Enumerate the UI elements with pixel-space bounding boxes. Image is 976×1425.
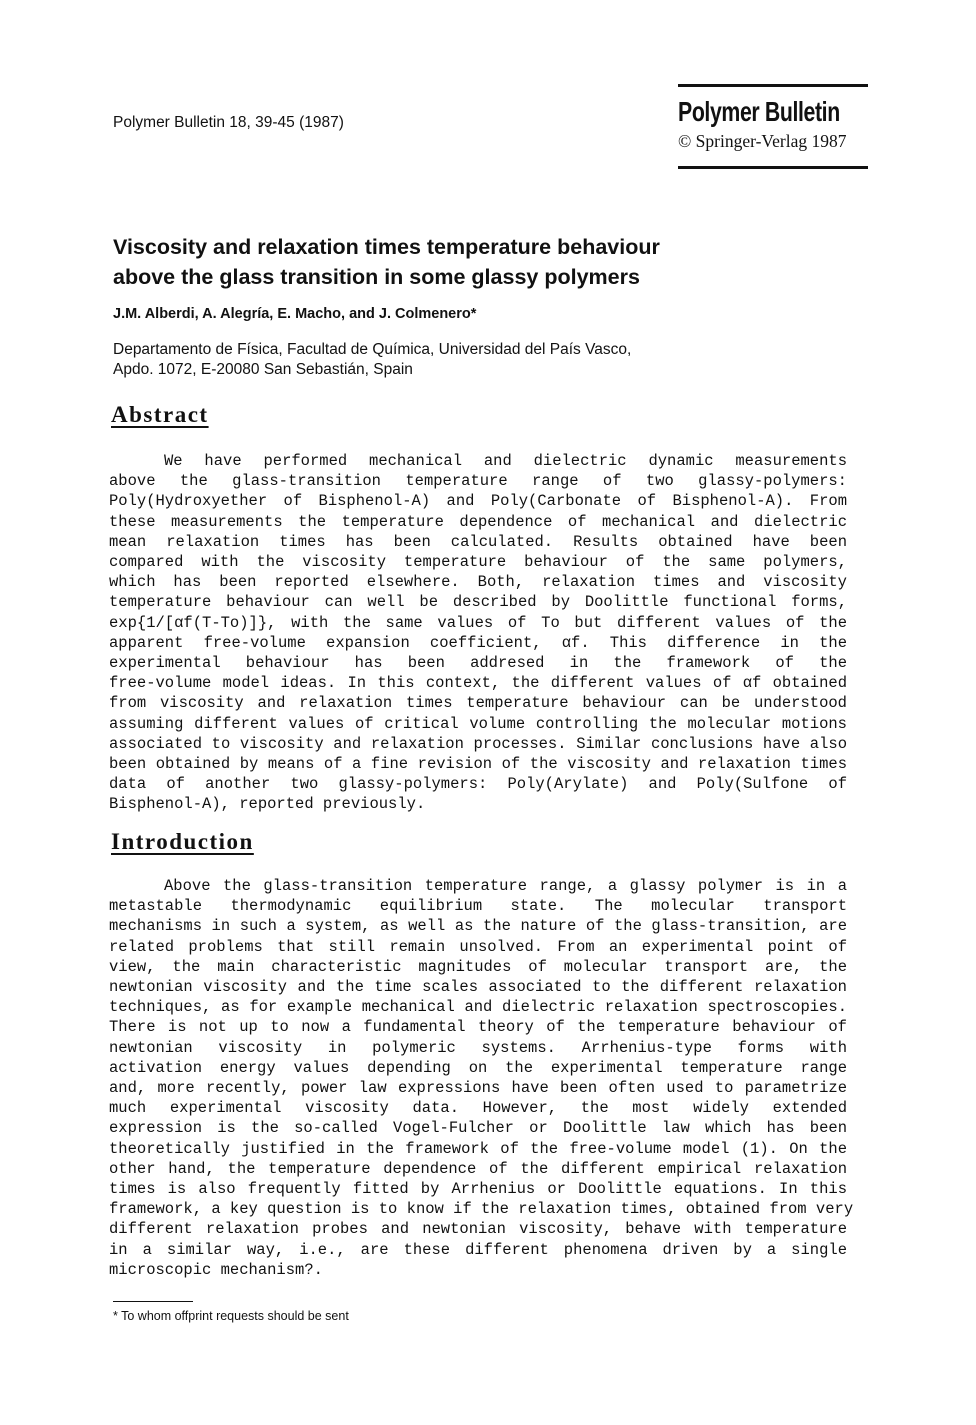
title-line: Viscosity and relaxation times temperature behaviour <box>113 235 660 259</box>
introduction-body <box>109 876 854 1280</box>
text-line: above the glass-transition temperature range of two glassy-polymers: <box>109 472 847 491</box>
affiliation <box>113 340 631 380</box>
footnote-rule <box>113 1301 193 1302</box>
text-line: these measurements the temperature dependence of mechanical and dielectric <box>109 512 847 531</box>
text-line: techniques, as for example mechanical and dielectric relaxation spectroscopies. <box>109 998 847 1017</box>
authors: J.M. Alberdi, A. Alegría, E. Macho, and J. Colmenero* <box>113 306 477 322</box>
text-line: mechanisms in such a system, as well as the nature of the glass-transition, are <box>109 917 847 936</box>
text-line: been obtained by means of a fine revision of the viscosity and relaxation times <box>109 755 847 774</box>
text-line: Poly(Hydroxyether of Bisphenol-A) and Poly(Carbonate of Bisphenol-A). From <box>109 492 847 511</box>
footnote: * To whom offprint requests should be sent <box>113 1309 349 1323</box>
affiliation-line: Departamento de Física, Facultad de Química, Universidad del País Vasco, <box>113 341 632 358</box>
text-line: free-volume model ideas. In this context, the different values of αf obtained <box>109 674 847 693</box>
text-line: exp{1/[αf(T-To)]}, with the same values of To but different values of the <box>109 613 847 632</box>
text-line: metastable thermodynamic equilibrium state. The molecular transport <box>109 897 847 916</box>
text-line: related problems that still remain unsolved. From an experimental point of <box>109 937 847 956</box>
text-line: times is also frequently fitted by Arrhenius or Doolittle equations. In this <box>109 1180 847 1199</box>
text-line: data of another two glassy-polymers: Poly(Arylate) and Poly(Sulfone of <box>109 775 847 794</box>
abstract-body <box>109 451 847 815</box>
abstract-heading: Abstract <box>111 402 209 427</box>
text-line: assuming different values of critical volume controlling the molecular motions <box>109 714 847 733</box>
introduction-heading: Introduction <box>111 829 254 854</box>
text-line: and, more recently, power law expressions have been often used to parametrize <box>109 1079 847 1098</box>
text-line: associated to viscosity and relaxation processes. Similar conclusions have also <box>109 734 847 753</box>
text-line: expression is the so-called Vogel-Fulcher or Doolittle law which has been <box>109 1119 847 1138</box>
text-line: experimental behaviour has been addresed in the framework of the <box>109 654 847 673</box>
text-line: activation energy values depending on the experimental temperature range <box>109 1058 847 1077</box>
text-line: view, the main characteristic magnitudes of molecular transport are, the <box>109 957 847 976</box>
journal-block <box>678 84 868 169</box>
text-line: much experimental viscosity data. However, the most widely extended <box>109 1099 847 1118</box>
text-line: There is not up to now a fundamental theory of the temperature behaviour of <box>109 1018 847 1037</box>
text-line: Bisphenol-A), reported previously. <box>109 795 426 814</box>
journal-name: Polymer Bulletin <box>678 96 840 127</box>
text-line: different relaxation probes and newtonian viscosity, behave with temperature <box>109 1220 847 1239</box>
text-line: mean relaxation times has been calculated. Results obtained have been <box>109 532 847 551</box>
text-line: apparent free-volume expansion coefficient, αf. This difference in the <box>109 633 847 652</box>
text-line: which has been reported elsewhere. Both, relaxation times and viscosity <box>109 573 847 592</box>
publisher: © Springer-Verlag 1987 <box>678 131 847 151</box>
text-line: in a similar way, i.e., are these different phenomena driven by a single <box>109 1240 847 1259</box>
citation: Polymer Bulletin 18, 39-45 (1987) <box>113 114 344 131</box>
affiliation-line: Apdo. 1072, E-20080 San Sebastián, Spain <box>113 361 413 378</box>
text-line: Above the glass-transition temperature range, a glassy polymer is in a <box>164 877 847 895</box>
bottom-rule <box>678 166 868 169</box>
text-line: other hand, the temperature dependence of the different empirical relaxation <box>109 1159 847 1178</box>
text-line: We have performed mechanical and dielectric dynamic measurements <box>164 452 847 470</box>
title-line: above the glass transition in some glassy polymers <box>113 265 640 289</box>
text-line: temperature behaviour can well be described by Doolittle functional forms, <box>109 593 847 612</box>
top-rule <box>678 84 868 87</box>
text-line: from viscosity and relaxation times temperature behaviour can be understood <box>109 694 847 713</box>
text-line: compared with the viscosity temperature behaviour of the same polymers, <box>109 553 847 572</box>
text-line: newtonian viscosity and the time scales associated to the different relaxation <box>109 978 847 997</box>
text-line: microscopic mechanism?. <box>109 1260 323 1279</box>
article-title <box>113 232 660 292</box>
text-line: newtonian viscosity in polymeric systems. Arrhenius-type forms with <box>109 1038 847 1057</box>
text-line: framework, a key question is to know if the relaxation times, obtained from very <box>109 1200 854 1219</box>
text-line: theoretically justified in the framework of the free-volume model (1). On the <box>109 1139 847 1158</box>
